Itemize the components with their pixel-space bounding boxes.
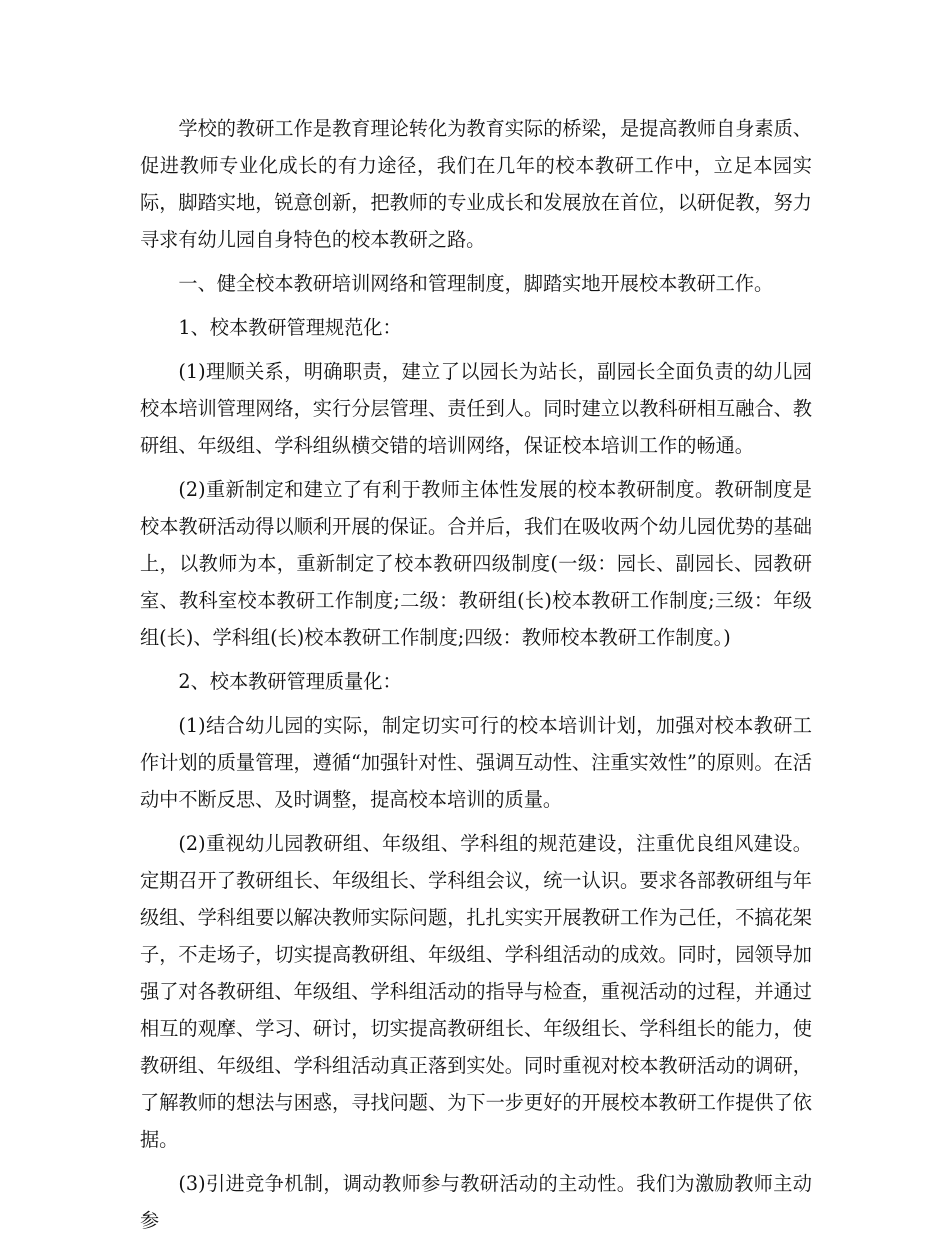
subsection-heading-1: 1、校本教研管理规范化：	[178, 316, 402, 339]
body-paragraph: (3)引进竞争机制，调动教师参与教研活动的主动性。我们为激励教师主动参	[140, 1172, 812, 1232]
body-paragraph: (1)理顺关系，明确职责，建立了以园长为站长，副园长全面负责的幼儿园校本培训管理网络，实行分层管理、责任到人。同时建立以教科研相互融合、教研组、年级组、学科组纵横交错的培训网络，保证校本培训工作的畅通。	[140, 360, 812, 457]
subsection-heading-2: 2、校本教研管理质量化：	[178, 670, 402, 693]
body-paragraph: (2)重视幼儿园教研组、年级组、学科组的规范建设，注重优良组风建设。定期召开了教研组长、年级组长、学科组会议，统一认识。要求各部教研组与年级组、学科组要以解决教师实际问题，扎扎实实开展教研工作为己任，不搞花架子，不走场子，切实提高教研组、年级组、学科组活动的成效。同时，园领导加强了对各教研组、年级组、学科组活动的指导与检查，重视活动的过程，并通过相互的观摩、学习、研讨，切实提高教研组长、年级组长、学科组长的能力，使教研组、年级组、学科组活动真正落到实处。同时重视对校本教研活动的调研，了解教师的想法与困惑，寻找问题、为下一步更好的开展校本教研工作提供了依据。	[140, 832, 812, 1151]
body-paragraph: (2)重新制定和建立了有利于教师主体性发展的校本教研制度。教研制度是校本教研活动得以顺利开展的保证。合并后，我们在吸收两个幼儿园优势的基础上，以教师为本，重新制定了校本教研四级制度(一级：园长、副园长、园教研室、教科室校本教研工作制度;二级：教研组(长)校本教研工作制度;三级：年级组(长)、学科组(长)校本教研工作制度;四级：教师校本教研工作制度。)	[140, 478, 812, 649]
section-heading-1: 一、健全校本教研培训网络和管理制度，脚踏实地开展校本教研工作。	[178, 272, 774, 295]
body-paragraph: (1)结合幼儿园的实际，制定切实可行的校本培训计划，加强对校本教研工作计划的质量管理，遵循“加强针对性、强调互动性、注重实效性”的原则。在活动中不断反思、及时调整，提高校本培训的质量。	[140, 714, 812, 811]
intro-paragraph: 学校的教研工作是教育理论转化为教育实际的桥梁，是提高教师自身素质、促进教师专业化成长的有力途径，我们在几年的校本教研工作中，立足本园实际，脚踏实地，锐意创新，把教师的专业成长和发展放在首位，以研促教，努力寻求有幼儿园自身特色的校本教研之路。	[140, 117, 812, 251]
document-body	[140, 110, 812, 1246]
